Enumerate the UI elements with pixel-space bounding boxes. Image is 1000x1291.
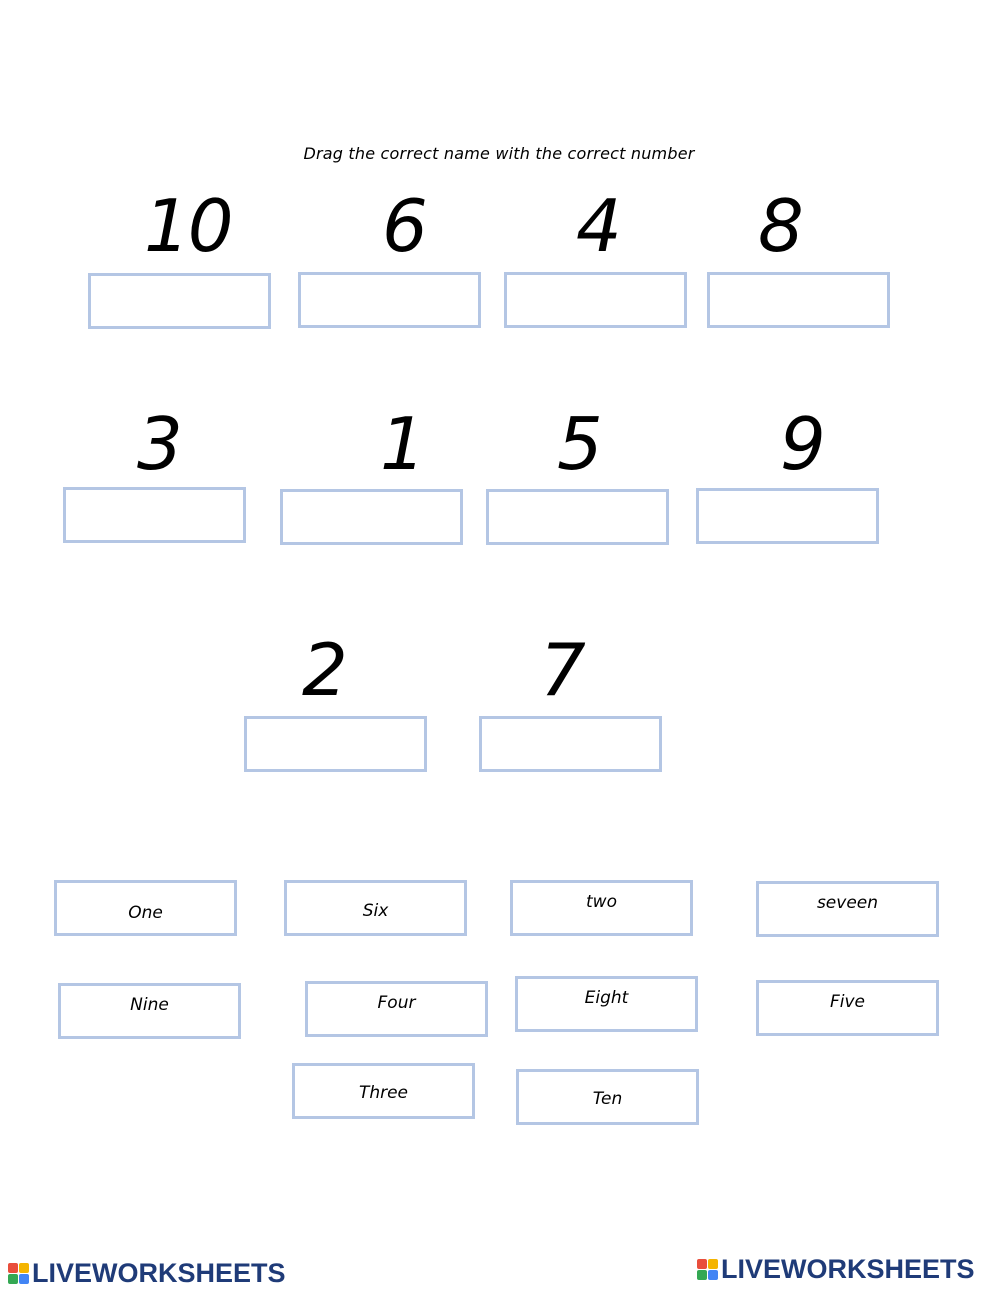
word-label: Five [829, 992, 866, 1012]
footer-brand-right [697, 1254, 975, 1284]
logo-square [8, 1274, 18, 1284]
logo-square [697, 1270, 707, 1280]
logo-square [708, 1259, 718, 1269]
footer-brand-left [8, 1258, 286, 1288]
number-3: 3 [137, 402, 181, 486]
word-label: Ten [592, 1089, 623, 1109]
logo-square [697, 1259, 707, 1269]
word-label: Four [377, 993, 416, 1013]
word-two[interactable] [510, 880, 693, 936]
word-label: Six [362, 901, 389, 921]
number-1: 1 [380, 402, 424, 486]
liveworksheets-logo-icon [697, 1259, 718, 1280]
logo-square [19, 1263, 29, 1273]
word-five[interactable] [756, 980, 939, 1036]
word-label: Three [358, 1083, 409, 1103]
number-8: 8 [758, 184, 802, 268]
number-5: 5 [557, 402, 601, 486]
word-label: Nine [130, 995, 169, 1015]
liveworksheets-logo-icon [8, 1263, 29, 1284]
word-one[interactable] [54, 880, 237, 936]
word-ten[interactable] [516, 1069, 699, 1125]
drop-box-10[interactable] [88, 273, 271, 329]
number-6: 6 [382, 184, 426, 268]
brand-text: LIVEWORKSHEETS [721, 1253, 975, 1284]
drop-box-6[interactable] [298, 272, 481, 328]
logo-square [708, 1270, 718, 1280]
drop-box-4[interactable] [504, 272, 687, 328]
word-nine[interactable] [58, 983, 241, 1039]
word-label: One [128, 903, 163, 923]
word-three[interactable] [292, 1063, 475, 1119]
drop-box-7[interactable] [479, 716, 662, 772]
drop-box-1[interactable] [280, 489, 463, 545]
word-label: Eight [584, 988, 629, 1008]
number-4: 4 [576, 184, 620, 268]
word-eight[interactable] [515, 976, 698, 1032]
drop-box-8[interactable] [707, 272, 890, 328]
logo-square [8, 1263, 18, 1273]
word-seveen[interactable] [756, 881, 939, 937]
word-label: seveen [816, 893, 879, 913]
word-six[interactable] [284, 880, 467, 936]
number-9: 9 [780, 402, 824, 486]
drop-box-2[interactable] [244, 716, 427, 772]
number-7: 7 [540, 628, 584, 712]
instruction-text: Drag the correct name with the correct number [303, 144, 695, 163]
drop-box-5[interactable] [486, 489, 669, 545]
drop-box-9[interactable] [696, 488, 879, 544]
logo-square [19, 1274, 29, 1284]
number-10: 10 [144, 184, 232, 268]
brand-text: LIVEWORKSHEETS [32, 1257, 286, 1288]
number-2: 2 [302, 628, 346, 712]
word-four[interactable] [305, 981, 488, 1037]
word-label: two [586, 892, 617, 912]
drop-box-3[interactable] [63, 487, 246, 543]
